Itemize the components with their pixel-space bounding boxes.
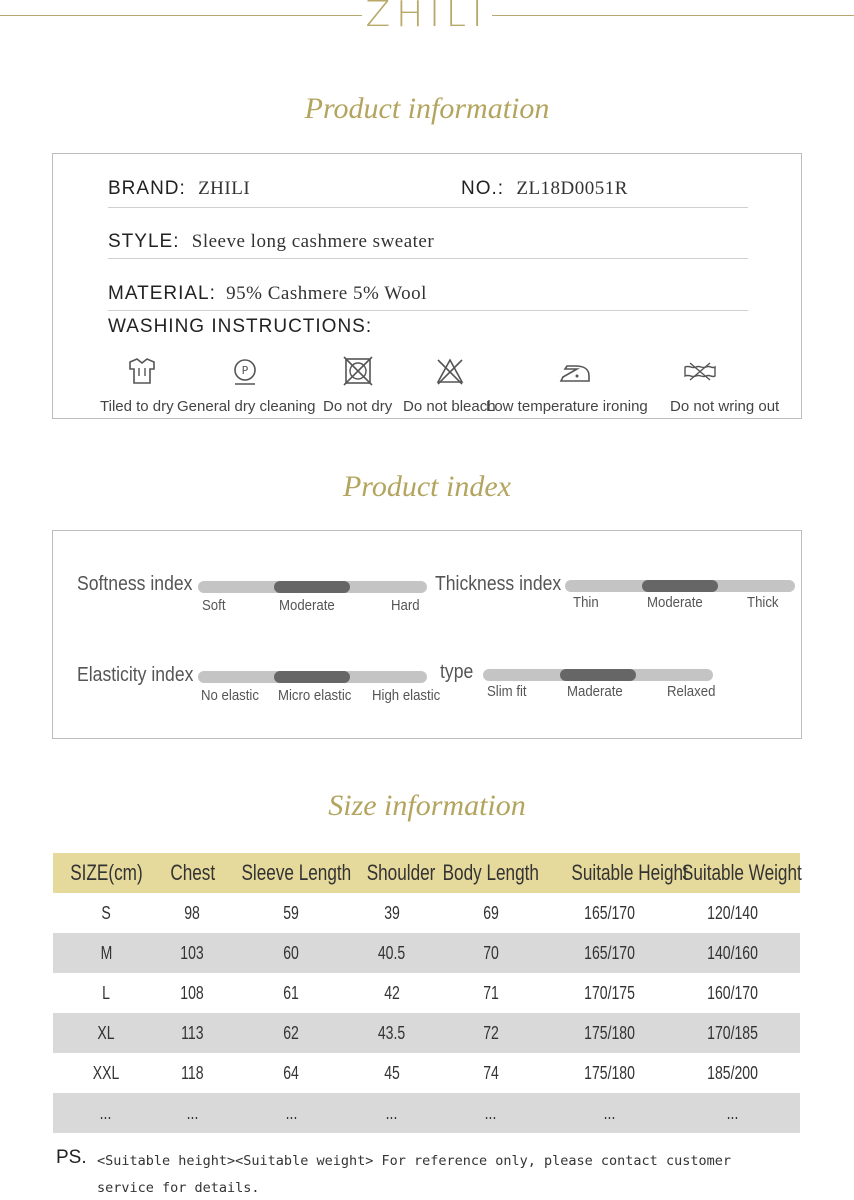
table-row [53, 893, 800, 933]
brand-value: ZHILI [198, 178, 251, 199]
number-row [461, 178, 628, 200]
thickness-index-fill [642, 580, 718, 592]
material-value: 95% Cashmere 5% Wool [226, 283, 427, 304]
divider [108, 207, 748, 208]
table-cell: 61 [283, 982, 300, 1003]
table-cell: XL [53, 1013, 159, 1053]
table-cell: 175/180 [584, 1062, 636, 1083]
table-cell: ... [357, 1093, 427, 1133]
table-row [53, 973, 800, 1013]
column-header: Suitable Height [555, 853, 665, 893]
type-index-fill [560, 669, 636, 681]
style-label: STYLE: [108, 231, 180, 252]
product-index-box [52, 530, 802, 739]
table-cell: 108 [180, 982, 205, 1003]
elasticity-index-bar [198, 671, 427, 683]
table-cell: ... [555, 1093, 665, 1133]
table-row [53, 1053, 800, 1093]
table-row [53, 1093, 800, 1133]
divider [108, 258, 748, 259]
type-option: Maderate [567, 683, 623, 700]
wash-label: Do not wring out [670, 398, 780, 415]
table-cell: 103 [159, 933, 226, 973]
table-cell: 118 [181, 1062, 204, 1083]
thickness-option: Thin [573, 594, 599, 611]
wash-label: General dry cleaning [177, 398, 316, 415]
elasticity-option: High elastic [372, 687, 441, 704]
table-cell: 140/160 [665, 933, 800, 973]
brand-row [108, 178, 250, 200]
table-cell: 74 [483, 1062, 499, 1083]
column-header: SIZE(cm) [53, 853, 159, 893]
table-cell: 69 [483, 902, 499, 923]
table-cell: 45 [384, 1062, 400, 1083]
type-option: Slim fit [487, 683, 527, 700]
column-header: Shoulder [357, 853, 427, 893]
product-information-title: Product information [304, 92, 550, 125]
product-index-title: Product index [342, 470, 511, 503]
style-value: Sleeve long cashmere sweater [191, 231, 435, 252]
table-cell: L [102, 982, 110, 1003]
table-cell: 165/170 [555, 933, 665, 973]
do-not-dry-icon [338, 356, 378, 388]
table-cell: M [53, 933, 159, 973]
thickness-option: Moderate [647, 594, 703, 611]
table-cell: S [101, 902, 111, 923]
thickness-index-label: Thickness index [435, 573, 562, 595]
table-cell: 64 [283, 1062, 300, 1083]
softness-index-label: Softness index [77, 573, 193, 595]
table-cell: ... [427, 1093, 555, 1133]
number-label: NO.: [461, 178, 505, 199]
table-cell: 42 [384, 982, 400, 1003]
table-cell: 160/170 [707, 982, 758, 1003]
wash-label: Low temperature ironing [486, 398, 648, 415]
table-cell: ... [665, 1093, 800, 1133]
dry-clean-p-icon [225, 356, 265, 388]
number-value: ZL18D0051R [516, 178, 628, 199]
table-cell: 120/140 [707, 902, 758, 923]
table-cell: 170/185 [665, 1013, 800, 1053]
table-cell: 113 [159, 1013, 226, 1053]
iron-low-icon [555, 356, 595, 388]
elasticity-index-label: Elasticity index [77, 664, 194, 686]
table-cell: 165/170 [584, 902, 636, 923]
table-cell: XXL [92, 1062, 120, 1083]
thickness-index-bar [565, 580, 795, 592]
table-cell: ... [159, 1093, 226, 1133]
type-index-bar [483, 669, 713, 681]
table-cell: 43.5 [357, 1013, 427, 1053]
brand-logo: ZHILI [365, 0, 489, 35]
do-not-wring-icon [680, 356, 720, 388]
product-information-box [52, 153, 802, 419]
note-line-1: <Suitable height><Suitable weight> For reference only, please contact customer [97, 1153, 731, 1169]
note-prefix: PS. [56, 1147, 87, 1168]
table-cell: ... [226, 1093, 357, 1133]
elasticity-option: No elastic [201, 687, 259, 704]
table-cell: 40.5 [357, 933, 427, 973]
material-label: MATERIAL: [108, 283, 216, 304]
column-header: Chest [159, 853, 226, 893]
table-cell: 70 [427, 933, 555, 973]
type-option: Relaxed [667, 683, 716, 700]
column-header: Sleeve Length [226, 853, 357, 893]
table-cell: 185/200 [707, 1062, 758, 1083]
material-row [108, 283, 427, 305]
divider [108, 310, 748, 311]
wash-label: Do not dry [323, 398, 393, 415]
softness-index-fill [274, 581, 350, 593]
note-line-2: service for details. [97, 1180, 260, 1196]
table-row [53, 1013, 800, 1053]
table-cell: 59 [283, 902, 300, 923]
softness-option: Moderate [279, 597, 335, 614]
softness-option: Hard [391, 597, 420, 614]
table-cell: ... [53, 1093, 159, 1133]
column-header: Body Length [427, 853, 555, 893]
brand-label: BRAND: [108, 178, 186, 199]
column-header: Suitable Weight [665, 853, 800, 893]
tiled-dry-shirt-icon [122, 356, 162, 388]
softness-index-bar [198, 581, 427, 593]
table-cell: 175/180 [555, 1013, 665, 1053]
table-cell: 62 [226, 1013, 357, 1053]
size-table-header [53, 853, 800, 893]
type-index-label: type [440, 661, 474, 683]
table-cell: 39 [384, 902, 400, 923]
elasticity-option: Micro elastic [278, 687, 352, 704]
softness-option: Soft [202, 597, 226, 614]
table-cell: 72 [427, 1013, 555, 1053]
thickness-option: Thick [747, 594, 779, 611]
washing-instructions-label: WASHING INSTRUCTIONS: [108, 316, 373, 337]
table-row [53, 933, 800, 973]
table-cell: 60 [226, 933, 357, 973]
wash-label: Do not bleach [403, 398, 496, 415]
table-cell: 170/175 [584, 982, 636, 1003]
size-table [53, 853, 800, 1133]
elasticity-index-fill [274, 671, 350, 683]
table-cell: 98 [184, 902, 201, 923]
do-not-bleach-icon [430, 356, 470, 388]
style-row [108, 231, 434, 253]
wash-label: Tiled to dry [100, 398, 174, 415]
svg-text:P: P [241, 364, 249, 377]
size-information-title: Size information [328, 789, 526, 822]
table-cell: 71 [483, 982, 499, 1003]
